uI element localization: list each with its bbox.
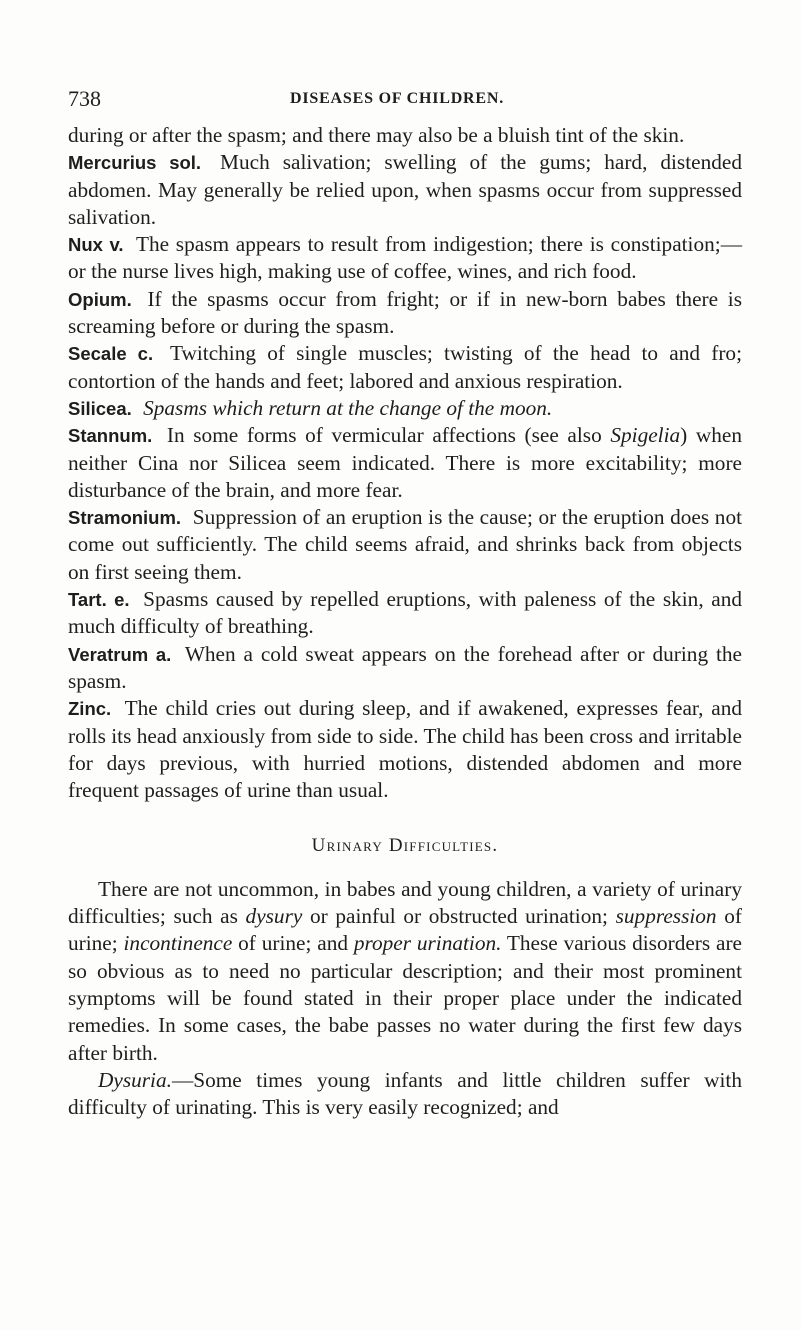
paragraph-text: There are not uncommon, in babes and young children, a variety of urinary difficulties; such as — [68, 876, 742, 929]
remedy-entry-stannum — [68, 422, 742, 504]
paragraph-text: of urine; and — [232, 931, 354, 956]
entry-text: The child cries out during sleep, and if awakened, expresses fear, and rolls its head anxiously from side to side. The child has been cross and irritable for days previous, with hurried motions, distended abdomen and more frequent passages of urine than usual. — [68, 696, 742, 803]
remedy-name: Tart. e. — [68, 589, 130, 611]
book-page — [68, 86, 742, 1121]
remedy-name: Stannum. — [68, 425, 153, 447]
remedy-name: Mercurius sol. — [68, 152, 202, 174]
remedy-name: Opium. — [68, 288, 132, 310]
section-heading: Urinary Difficulties. — [311, 835, 499, 857]
continued-paragraph — [68, 122, 742, 149]
paragraph-italic: dysury — [245, 904, 303, 929]
paragraph-text: —Some times young infants and little children suffer with difficulty of urinating. This is very easily recognized; and — [68, 1067, 742, 1120]
entry-text: If the spasms occur from fright; or if in new-born babes there is screaming before or during the spasm. — [68, 286, 743, 339]
entry-text: When a cold sweat appears on the forehead after or during the spasm. — [68, 641, 742, 693]
running-head: DISEASES OF CHILDREN. — [290, 90, 505, 107]
remedy-entry-silicea — [68, 395, 742, 422]
paragraph-italic: proper urination. — [353, 931, 502, 956]
entry-text: ) when neither Cina nor Silicea seem indicated. There is more excitability; more disturbance of the brain, and more fear. — [68, 423, 743, 502]
remedy-entry-zinc — [68, 695, 742, 804]
remedy-list — [68, 122, 742, 1121]
remedy-name: Nux v. — [68, 234, 124, 256]
entry-text-italic: Spigelia — [610, 423, 681, 448]
remedy-entry-secale — [68, 340, 742, 395]
remedy-name: Zinc. — [68, 698, 112, 720]
page-header — [68, 86, 742, 122]
paragraph-italic: suppression — [615, 904, 717, 929]
paragraph-text: These various disorders are so obvious as to need no particular description; and their most prominent symptoms will be found stated in their proper place under the indicated remedies. In some cases, the babe passes no water during the first few days after birth. — [68, 931, 743, 1065]
entry-text: during or after the spasm; and there may also be a bluish tint of the skin. — [68, 123, 685, 147]
remedy-entry-nux — [68, 231, 742, 286]
paragraph-italic: incontinence — [123, 931, 233, 956]
paragraph-text: or painful or obstructed urination; — [302, 904, 616, 929]
remedy-name: Secale c. — [68, 343, 154, 365]
entry-text-italic: Spasms which return at the change of the moon. — [143, 395, 553, 420]
remedy-name: Veratrum a. — [68, 643, 172, 665]
entry-text: Twitching of single muscles; twisting of the head to and fro; contortion of the hands and feet; labored and anxious respiration. — [68, 341, 743, 393]
remedy-entry-veratrum — [68, 641, 742, 696]
entry-text: In some forms of vermicular affections (see also — [166, 423, 611, 448]
entry-text: Spasms caused by repelled eruptions, with paleness of the skin, and much difficulty of breathing. — [68, 587, 742, 639]
paragraph-italic: Dysuria. — [98, 1067, 172, 1092]
section-paragraph — [68, 1067, 742, 1122]
paragraph-text: of urine; — [68, 904, 742, 956]
remedy-entry-tart — [68, 586, 742, 641]
page-number: 738 — [68, 86, 101, 111]
entry-text: Suppression of an eruption is the cause; or the eruption does not come out sufficiently. The child seems afraid, and shrinks back from objects on first seeing them. — [68, 505, 743, 584]
remedy-entry-opium — [68, 286, 742, 341]
remedy-name: Silicea. — [68, 397, 132, 419]
section-paragraph — [68, 876, 742, 1067]
remedy-entry-stramonium — [68, 504, 742, 586]
entry-text: Much salivation; swelling of the gums; hard, distended abdomen. May generally be relied upon, when spasms occur from suppressed salivation. — [68, 150, 742, 229]
entry-text: The spasm appears to result from indigestion; there is constipation;—or the nurse lives high, making use of coffee, wines, and rich food. — [68, 232, 742, 284]
remedy-entry-mercurius — [68, 149, 742, 231]
remedy-name: Stramonium. — [68, 507, 182, 529]
